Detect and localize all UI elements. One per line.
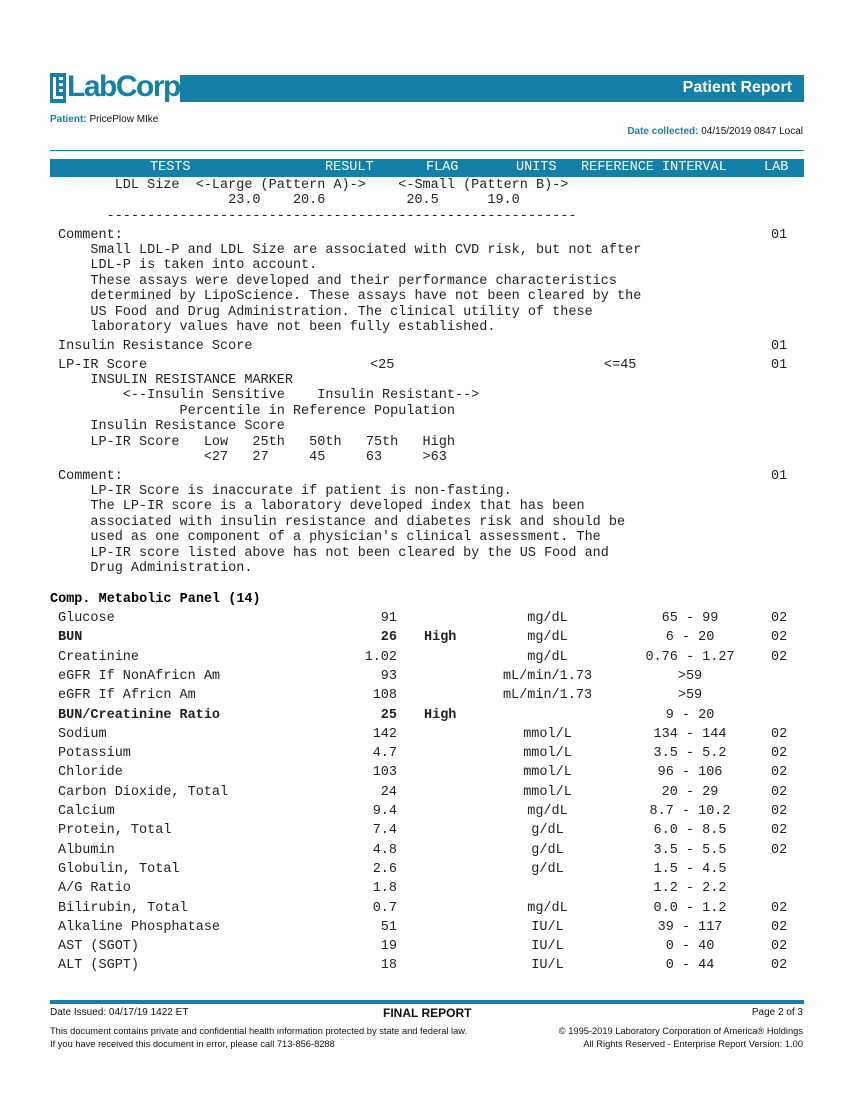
table-row	[0, 669, 850, 688]
test-units: mg/dL	[527, 630, 568, 646]
patient-label: Patient:	[50, 114, 87, 125]
test-lab: 02	[771, 919, 788, 935]
test-units: mmol/L	[523, 784, 572, 800]
test-reference: 20 - 29	[661, 784, 719, 800]
test-reference: 65 - 99	[661, 611, 719, 626]
test-result: 108	[372, 688, 397, 704]
test-reference: 0 - 40	[665, 939, 715, 955]
test-units: mg/dL	[527, 611, 568, 626]
test-units: mmol/L	[523, 726, 572, 742]
test-name: Sodium	[58, 726, 107, 742]
col-result: RESULT	[325, 160, 374, 175]
test-reference: 134 - 144	[653, 726, 727, 742]
col-tests: TESTS	[150, 160, 191, 175]
collected-value: 04/15/2019 0847 Local	[701, 126, 803, 137]
test-result: 9.4	[372, 804, 397, 819]
comment2-text: LP-IR Score is inaccurate if patient is non-fasting. The LP-IR score is a laboratory developed index that has been associated with insulin resistance and diabetes risk and should be used as one component of a physician's clinical assessment. The LP-IR score listed above has not been cleared by the US Food and Drug Administration.	[90, 484, 626, 577]
col-flag: FLAG	[426, 160, 459, 175]
test-units: mg/dL	[527, 649, 568, 665]
table-row	[0, 650, 850, 669]
test-units: g/dL	[531, 823, 564, 839]
test-units: IU/L	[531, 939, 564, 955]
test-result: 91	[380, 611, 397, 626]
test-flag: High	[424, 630, 457, 646]
table-row	[0, 920, 850, 939]
confidential-line2: If you have received this document in error, please call 713-856-8288	[50, 1039, 335, 1049]
test-lab: 02	[771, 726, 788, 742]
test-units: mL/min/1.73	[502, 688, 593, 704]
test-reference: 6 - 20	[665, 630, 715, 646]
footer-bar	[50, 1000, 804, 1004]
test-units: g/dL	[531, 861, 564, 877]
test-result: 19	[380, 939, 397, 955]
test-reference: 3.5 - 5.2	[653, 746, 727, 762]
test-reference: 8.7 - 10.2	[649, 804, 731, 819]
table-row	[0, 881, 850, 900]
test-name: Glucose	[58, 611, 115, 626]
table-row	[0, 611, 850, 630]
test-result: 4.8	[372, 842, 397, 858]
test-result: 51	[380, 919, 397, 935]
confidential-line1: This document contains private and confidential health information protected by state and federal law.	[50, 1026, 468, 1036]
test-units: IU/L	[531, 958, 564, 974]
test-reference: 1.2 - 2.2	[653, 881, 727, 897]
test-reference: 1.5 - 4.5	[653, 861, 727, 877]
test-reference: 6.0 - 8.5	[653, 823, 727, 839]
test-name: BUN	[58, 630, 83, 646]
test-name: Potassium	[58, 746, 131, 762]
test-name: Calcium	[58, 804, 115, 819]
test-result: 25	[380, 707, 397, 723]
test-result: 142	[372, 726, 397, 742]
patient-info	[50, 114, 158, 125]
table-header	[50, 159, 804, 177]
insulin-marker-text: INSULIN RESISTANCE MARKER <--Insulin Sensitive Insulin Resistant--> Percentile in Reference Population Insulin Resistance Score LP-IR Score Low 25th 50th 75th High <27 27 45 63 >63	[90, 373, 480, 466]
col-units: UNITS	[516, 160, 557, 175]
table-row	[0, 630, 850, 649]
test-reference: 0 - 44	[665, 958, 715, 974]
test-name: Creatinine	[58, 649, 140, 665]
test-units: mL/min/1.73	[502, 668, 593, 684]
table-row	[0, 939, 850, 958]
test-name: Alkaline Phosphatase	[58, 919, 221, 935]
comment1-lab: 01	[771, 228, 788, 243]
panel-title: Comp. Metabolic Panel (14)	[50, 592, 261, 607]
test-units: mmol/L	[523, 765, 572, 781]
report-title-bar	[180, 75, 804, 102]
insulin-title-lab: 01	[771, 339, 788, 354]
test-units: g/dL	[531, 842, 564, 858]
table-row	[0, 823, 850, 842]
test-result: 1.02	[364, 649, 397, 665]
logo-mark-icon	[50, 73, 66, 103]
test-result: 1.8	[372, 881, 397, 897]
test-lab: 02	[771, 784, 788, 800]
test-lab: 02	[771, 900, 788, 916]
test-reference: 0.0 - 1.2	[653, 900, 727, 916]
test-reference: >59	[677, 688, 703, 704]
test-units: IU/L	[531, 919, 564, 935]
copyright-line2: All Rights Reserved - Enterprise Report Version: 1.00	[583, 1039, 803, 1049]
table-row	[0, 765, 850, 784]
test-name: AST (SGOT)	[58, 939, 140, 955]
test-units: mg/dL	[527, 900, 568, 916]
test-result: 18	[380, 958, 397, 974]
page-number: Page 2 of 3	[751, 1007, 803, 1018]
test-lab: 02	[771, 823, 788, 839]
table-row	[0, 843, 850, 862]
test-result: 93	[380, 668, 397, 684]
labcorp-logo	[50, 72, 178, 104]
test-name: Albumin	[58, 842, 115, 858]
col-lab: LAB	[764, 160, 789, 175]
logo-text: LabCorp	[67, 70, 180, 103]
collected-label: Date collected:	[627, 126, 699, 137]
table-row	[0, 785, 850, 804]
lpir-result: <25	[370, 358, 395, 373]
test-result: 7.4	[372, 823, 397, 839]
header-divider	[50, 150, 804, 151]
test-result: 103	[372, 765, 397, 781]
test-result: 2.6	[372, 861, 397, 877]
date-issued: Date Issued: 04/17/19 1422 ET	[50, 1007, 189, 1018]
test-lab: 02	[771, 765, 788, 781]
test-name: ALT (SGPT)	[58, 958, 140, 974]
test-lab: 02	[771, 630, 788, 646]
copyright-line1: © 1995-2019 Laboratory Corporation of America® Holdings	[558, 1026, 803, 1036]
table-row	[0, 688, 850, 707]
lpir-name: LP-IR Score	[58, 358, 148, 373]
test-name: Bilirubin, Total	[58, 900, 188, 916]
test-lab: 02	[771, 611, 788, 626]
test-name: A/G Ratio	[58, 881, 131, 897]
test-result: 24	[380, 784, 397, 800]
test-lab: 02	[771, 939, 788, 955]
table-row	[0, 708, 850, 727]
comment2-lab: 01	[771, 469, 788, 484]
patient-name: PricePlow MIke	[89, 114, 159, 125]
col-reference: REFERENCE INTERVAL	[581, 160, 727, 175]
test-lab: 02	[771, 649, 788, 665]
test-lab: 02	[771, 842, 788, 858]
lpir-ref: <=45	[604, 358, 637, 373]
table-row	[0, 727, 850, 746]
comment1-label: Comment:	[58, 228, 123, 243]
test-units: mmol/L	[523, 746, 572, 762]
test-name: Protein, Total	[58, 823, 172, 839]
test-lab: 02	[771, 804, 788, 819]
test-reference: 0.76 - 1.27	[645, 649, 735, 665]
lpir-lab: 01	[771, 358, 788, 373]
test-result: 4.7	[372, 746, 397, 762]
final-report: FINAL REPORT	[383, 1006, 472, 1020]
test-reference: 9 - 20	[665, 707, 715, 723]
test-name: eGFR If Africn Am	[58, 688, 196, 704]
test-reference: >59	[677, 668, 703, 684]
test-name: Carbon Dioxide, Total	[58, 784, 229, 800]
test-result: 0.7	[372, 900, 397, 916]
test-name: Globulin, Total	[58, 861, 180, 877]
test-result: 26	[380, 630, 397, 646]
test-name: eGFR If NonAfricn Am	[58, 668, 221, 684]
date-collected	[627, 126, 803, 137]
test-lab: 02	[771, 746, 788, 762]
test-flag: High	[424, 707, 457, 723]
ldl-size-block: LDL Size <-Large (Pattern A)-> <-Small (Pattern B)-> 23.0 20.6 20.5 19.0 ----------------------------------------------------------	[106, 178, 577, 224]
test-reference: 96 - 106	[657, 765, 723, 781]
test-units: mg/dL	[527, 804, 568, 819]
insulin-title: Insulin Resistance Score	[58, 339, 253, 354]
table-row	[0, 901, 850, 920]
comment2-label: Comment:	[58, 469, 123, 484]
test-reference: 39 - 117	[657, 919, 723, 935]
table-row	[0, 746, 850, 765]
table-row	[0, 804, 850, 823]
table-row	[0, 862, 850, 881]
test-lab: 02	[771, 958, 788, 974]
test-name: Chloride	[58, 765, 123, 781]
table-row	[0, 958, 850, 977]
comment1-text: Small LDL-P and LDL Size are associated with CVD risk, but not after LDL-P is taken into account. These assays were developed and their performance characteristics determined by LipoScience. These assays have not been cleared by the US Food and Drug Administration. The clinical utility of these laboratory values have not been fully established.	[90, 243, 642, 336]
test-reference: 3.5 - 5.5	[653, 842, 727, 858]
test-name: BUN/Creatinine Ratio	[58, 707, 221, 723]
report-title: Patient Report	[682, 79, 792, 96]
